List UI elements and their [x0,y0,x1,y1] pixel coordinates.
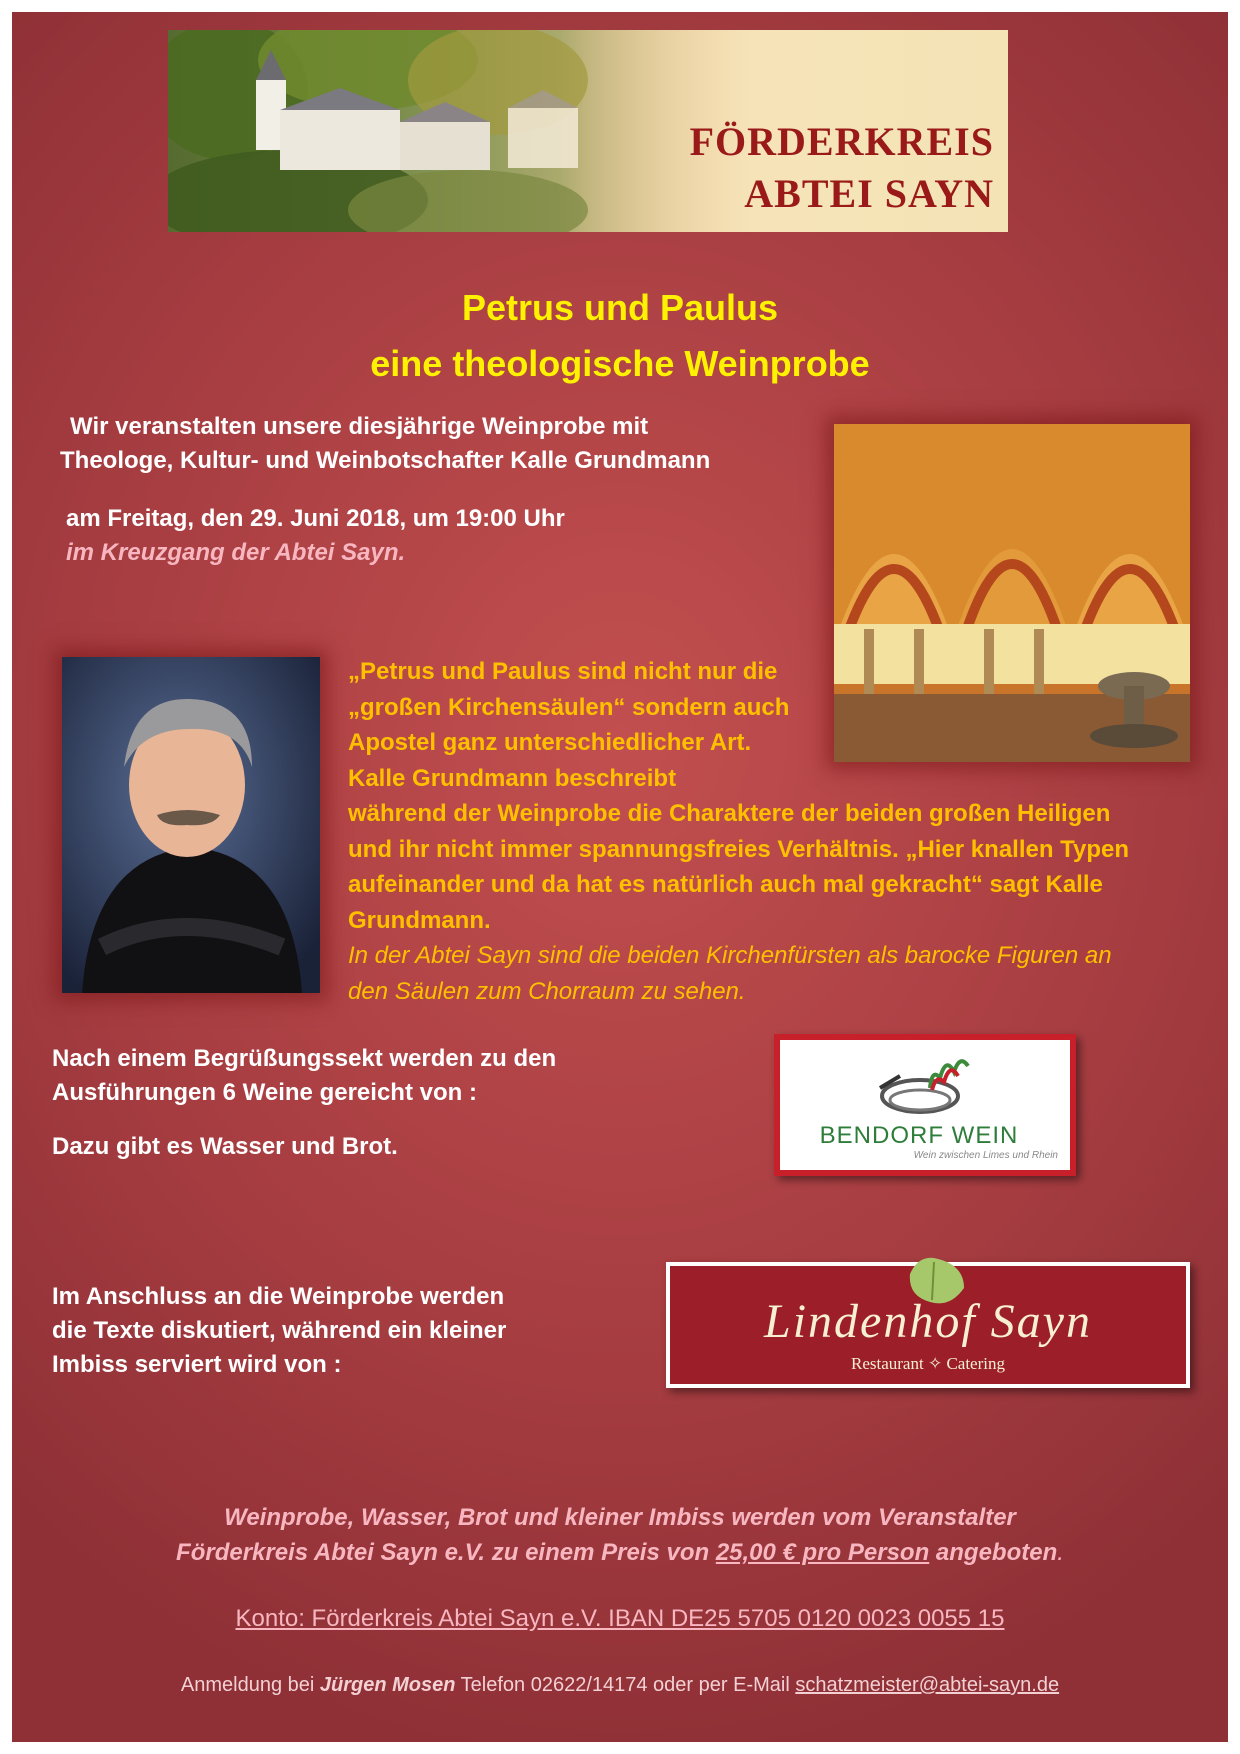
bendorf-wein-logo [774,1034,1076,1176]
account-info [12,1605,1228,1633]
lindenhof-sayn-logo [666,1262,1190,1388]
event-headline [12,280,1228,392]
wine-line-2: Ausführungen 6 Weine gereicht von : [52,1079,477,1106]
pricing-line-1: Weinprobe, Wasser, Brot und kleiner Imbiss werden vom Veranstalter [224,1504,1016,1531]
registration-prefix: Anmeldung bei [180,1674,320,1696]
snack-line-1: Im Anschluss an die Weinprobe werden [52,1283,505,1310]
price-amount: 25,00 € pro Person [715,1539,930,1566]
bendorf-wein-name: BENDORF WEIN [819,1122,1019,1149]
wine-glass-icon [870,1048,980,1118]
title-line-1: FÖRDERKREIS [689,119,994,164]
quote-italic-line: In der Abtei Sayn sind die beiden Kirchenfürsten als barocke Figuren an [348,942,1112,969]
registration-phone: Telefon 02622/14174 oder per E-Mail [455,1674,796,1696]
snack-line-2: die Texte diskutiert, während ein kleiner [52,1317,507,1344]
abbey-landscape-image [168,30,728,232]
bendorf-wein-tagline: Wein zwischen Limes und Rhein [913,1150,1058,1161]
flyer-page [12,12,1228,1742]
quote-line: „Petrus und Paulus sind nicht nur die [348,658,778,685]
account-text: Konto: Förderkreis Abtei Sayn e.V. IBAN DE25 5705 0120 0023 0055 15 [235,1605,1005,1632]
quote-line: Grundmann. [348,906,491,934]
wine-line-3: Dazu gibt es Wasser und Brot. [52,1133,398,1160]
intro-line-1: Wir veranstalten unsere diesjährige Weinprobe mit [70,413,649,440]
quote-line: während der Weinprobe die Charaktere der beiden großen Heiligen [348,800,1111,827]
wine-line-1: Nach einem Begrüßungssekt werden zu den [52,1045,557,1072]
pricing-block [12,1500,1228,1570]
quote-block [348,654,1208,1009]
pricing-text: Förderkreis Abtei Sayn e.V. zu einem Preis von [176,1539,716,1566]
wine-section [52,1042,556,1164]
quote-line: aufeinander und da hat es natürlich auch mal gekracht“ sagt Kalle [348,871,1103,898]
snack-line-3: Imbiss serviert wird von : [52,1351,342,1378]
portrait-image [62,657,320,993]
intro-text [60,410,710,478]
headline-line-2: eine theologische Weinprobe [370,343,870,384]
header-banner [168,30,1008,232]
organization-title [690,116,994,220]
snack-section [52,1280,506,1382]
quote-line: Apostel ganz unterschiedlicher Art. [348,729,752,756]
event-location: im Kreuzgang der Abtei Sayn. [66,539,406,566]
quote-line: und ihr nicht immer spannungsfreies Verhältnis. „Hier knallen Typen [348,835,1130,863]
headline-line-1: Petrus und Paulus [461,287,779,328]
pricing-text: angeboten [929,1539,1058,1566]
intro-line-2: Theologe, Kultur- und Weinbotschafter Kalle Grundmann [60,447,711,474]
quote-line: Kalle Grundmann beschreibt [348,764,677,792]
lindenhof-tagline: Restaurant ✧ Catering [851,1354,1005,1373]
registration-info [12,1674,1228,1697]
quote-italic-line: den Säulen zum Chorraum zu sehen. [348,977,746,1005]
speaker-portrait [62,657,320,993]
quote-line: „großen Kirchensäulen“ sondern auch [348,693,790,721]
pricing-dot: . [1057,1539,1064,1566]
lindenhof-name: Lindenhof Sayn [764,1295,1092,1348]
email-link[interactable]: schatzmeister@abtei-sayn.de [795,1674,1060,1696]
title-line-2: ABTEI SAYN [744,171,994,216]
event-date: am Freitag, den 29. Juni 2018, um 19:00 Uhr [66,505,565,532]
pricing-line-2 [12,1535,1228,1570]
contact-name: Jürgen Mosen [319,1674,456,1696]
